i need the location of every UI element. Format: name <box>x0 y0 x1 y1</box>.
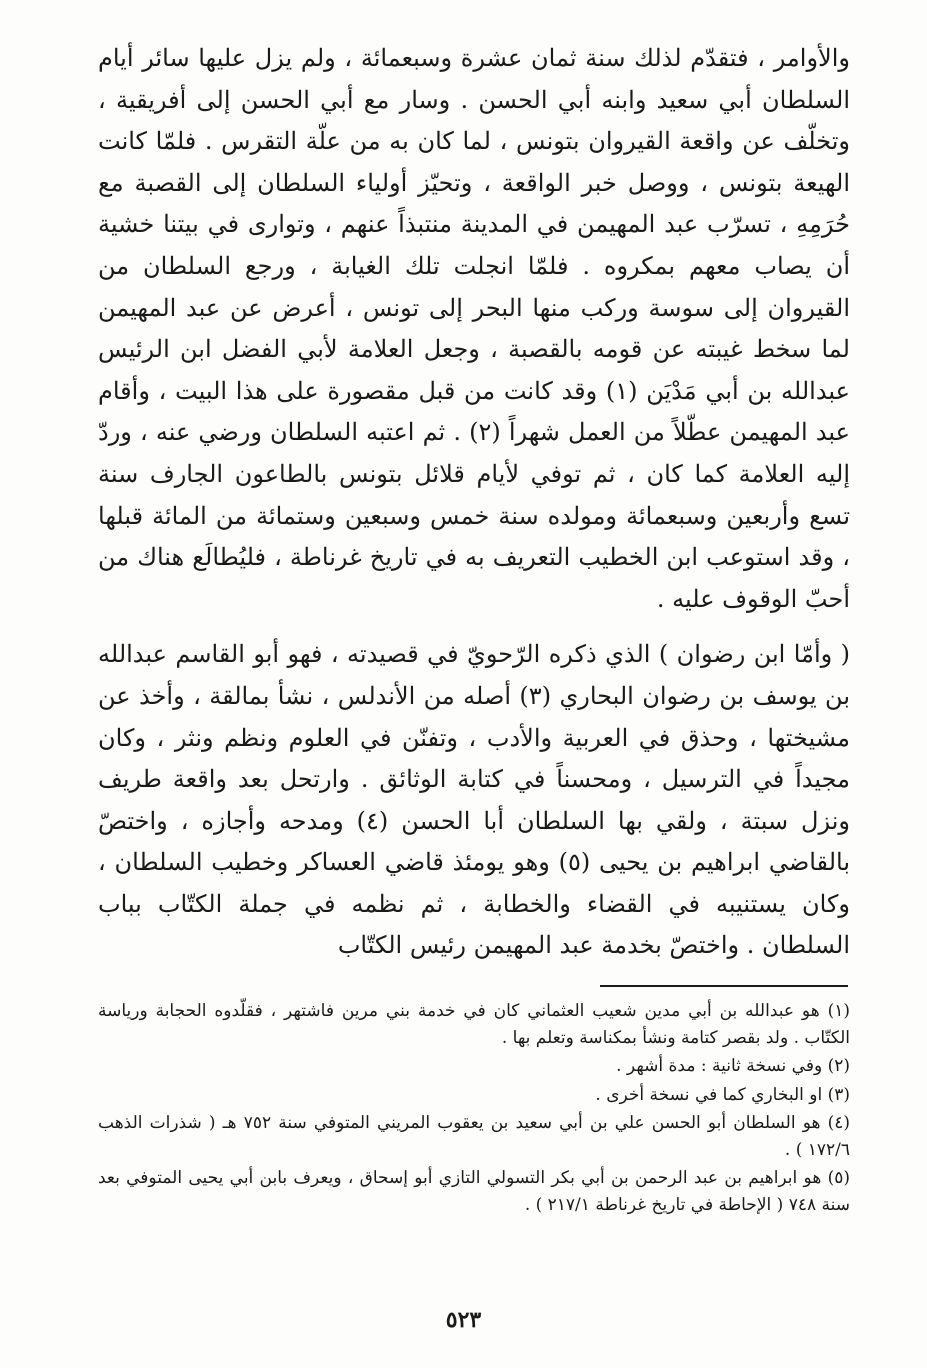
footnotes-section <box>98 998 850 1220</box>
body-paragraph-1: والأوامر ، فتقدّم لذلك سنة ثمان عشرة وسبعمائة ، ولم يزل عليها سائر أيام السلطان أبي سعيد وابنه أبي الحسن . وسار مع أبي الحسن إلى أفريقية ، وتخلّف عن واقعة القيروان بتونس ، لما كان به من علّة التقرس . فلمّا كانت الهيعة بتونس ، ووصل خبر الواقعة ، وتحيّز أولياء السلطان إلى القصبة مع حُرَمِهِ ، تسرّب عبد المهيمن في المدينة منتبذاً عنهم ، وتوارى في بيتنا خشية أن يصاب معهم بمكروه . فلمّا انجلت تلك الغيابة ، ورجع السلطان من القيروان إلى سوسة وركب منها البحر إلى تونس ، أعرض عن عبد المهيمن لما سخط غيبته عن قومه بالقصبة ، وجعل العلامة لأبي الفضل ابن الرئيس عبدالله بن أبي مَدْيَن (١) وقد كانت من قبل مقصورة على هذا البيت ، وأقام عبد المهيمن عطّلاً من العمل شهراً (٢) . ثم اعتبه السلطان ورضي عنه ، وردّ إليه العلامة كما كان ، ثم توفي لأيام قلائل بتونس بالطاعون الجارف سنة تسع وأربعين وسبعمائة ومولده سنة خمس وسبعين وستمائة من المائة قبلها ، وقد استوعب ابن الخطيب التعريف به في تاريخ غرناطة ، فليُطالَع هناك من أحبّ الوقوف عليه . <box>98 44 850 613</box>
footnote-1: (١) هو عبدالله بن أبي مدين شعيب العثماني كان في خدمة بني مرين فاشتهر ، فقلّدوه الحجابة ورياسة الكتّاب . ولد بقصر كتامة ونشأ بمكناسة وتعلم بها . <box>98 1001 850 1048</box>
footnote-5: (٥) هو ابراهيم بن عبد الرحمن بن أبي بكر التسولي التازي أبو إسحاق ، ويعرف بابن أبي يحيى المتوفي بعد سنة ٧٤٨ ( الإحاطة في تاريخ غرناطة ٢١٧/١ ) . <box>98 1168 850 1215</box>
footnote-2: (٢) وفي نسخة ثانية : مدة أشهر . <box>616 1056 850 1076</box>
footnote-4: (٤) هو السلطان أبو الحسن علي بن أبي سعيد بن يعقوب المريني المتوفي سنة ٧٥٢ هـ ( شذرات الذهب ١٧٢/٦ ) . <box>98 1113 851 1160</box>
body-paragraph-2: ( وأمّا ابن رضوان ) الذي ذكره الرّحويّ في قصيدته ، فهو أبو القاسم عبدالله بن يوسف بن رضوان البحاري (٣) أصله من الأندلس ، نشأ بمالقة ، وأخذ عن مشيختها ، وحذق في العربية والأدب ، وتفنّن في العلوم ونظم ونثر ، وكان مجيداً في الترسيل ، ومحسناً في كتابة الوثائق . وارتحل بعد واقعة طريف ونزل سبتة ، ولقي بها السلطان أبا الحسن (٤) ومدحه وأجازه ، واختصّ بالقاضي ابراهيم بن يحيى (٥) وهو يومئذ قاضي العساكر وخطيب السلطان ، وكان يستنيبه في القضاء والخطابة ، ثم نظمه في جملة الكتّاب بباب السلطان . واختصّ بخدمة عبد المهيمن رئيس الكتّاب <box>98 640 851 960</box>
page-number: ٥٢٣ <box>445 1307 482 1333</box>
main-text-body <box>98 38 850 967</box>
footnote-divider <box>600 985 848 987</box>
footnote-3: (٣) او البخاري كما في نسخة أخرى . <box>595 1084 850 1105</box>
